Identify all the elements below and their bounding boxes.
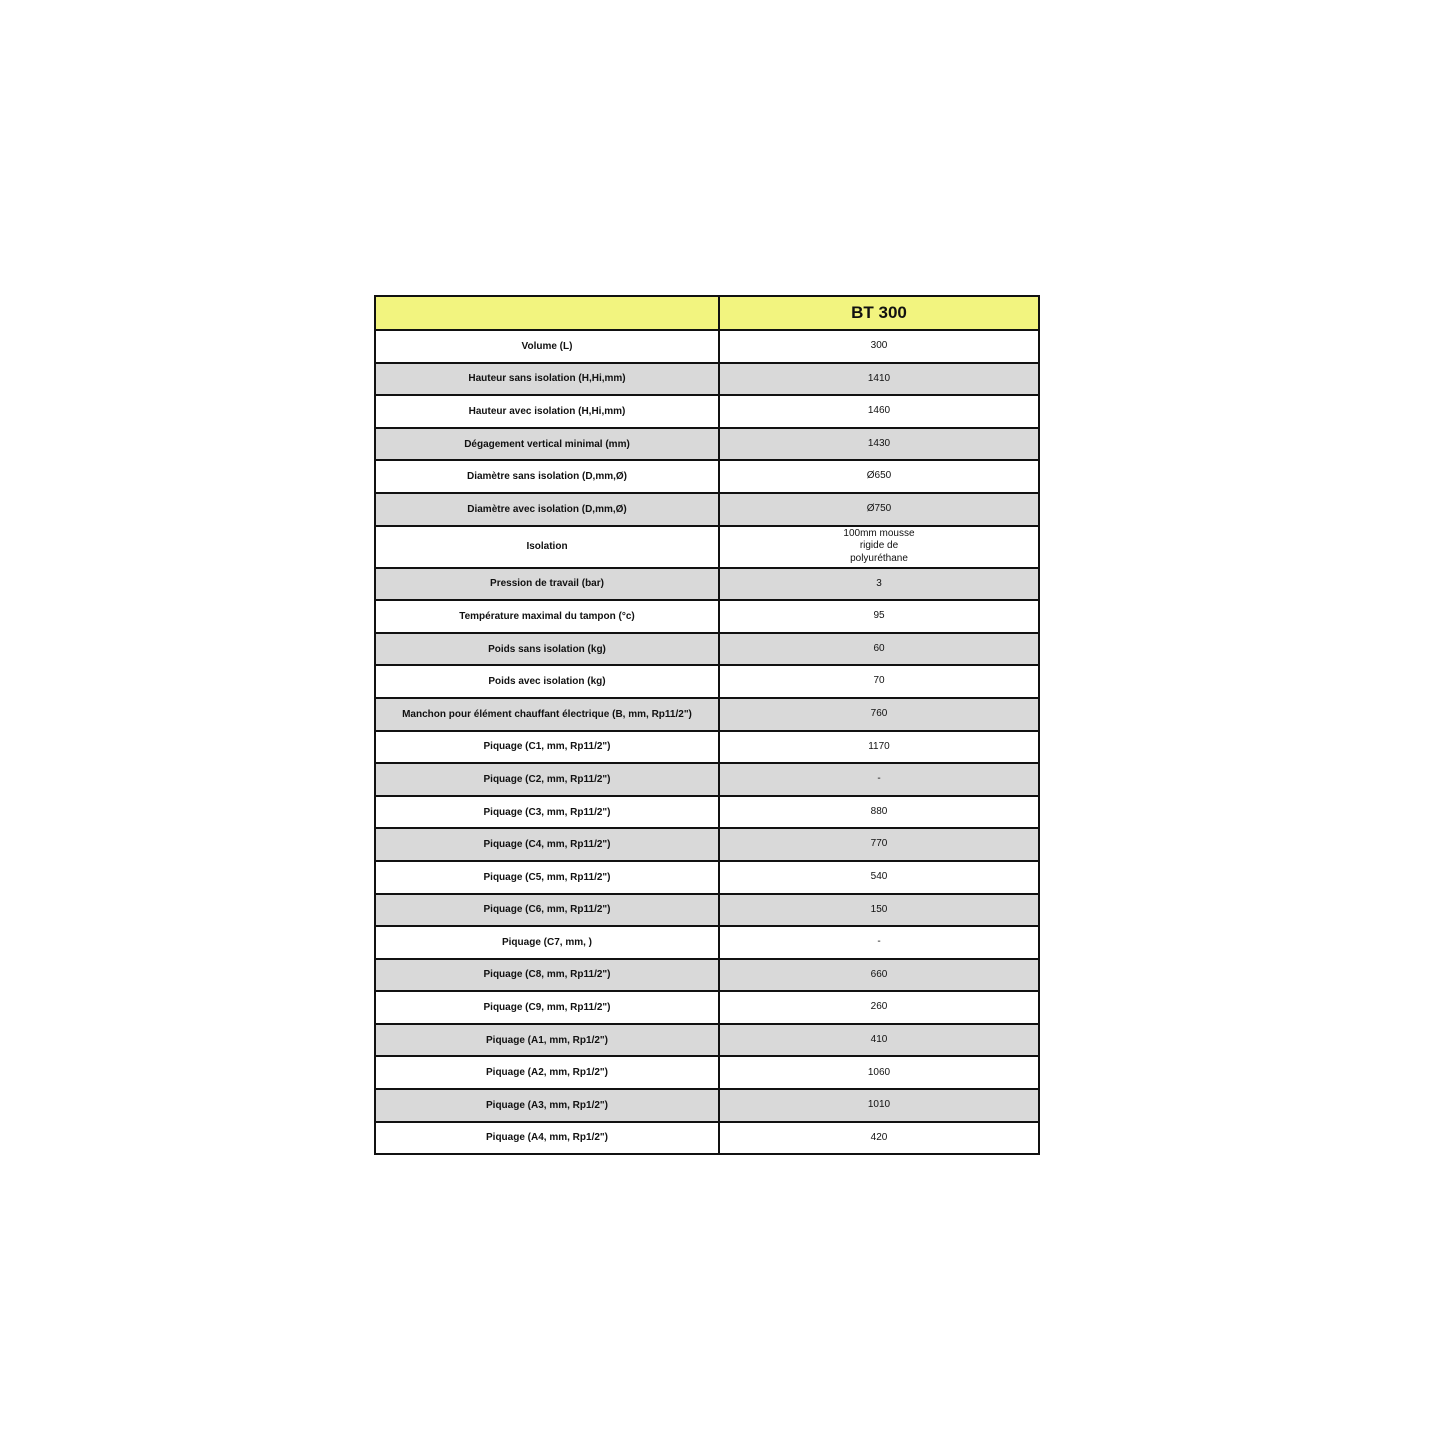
table-row [375,493,1039,526]
row-label: Piquage (C4, mm, Rp11/2") [375,828,719,861]
row-label: Diamètre sans isolation (D,mm,Ø) [375,460,719,493]
row-value: 60 [719,633,1039,666]
row-label: Hauteur sans isolation (H,Hi,mm) [375,363,719,396]
row-label: Piquage (C8, mm, Rp11/2") [375,959,719,992]
row-label: Piquage (C9, mm, Rp11/2") [375,991,719,1024]
table-row [375,861,1039,894]
row-label: Température maximal du tampon (°c) [375,600,719,633]
row-value: 660 [719,959,1039,992]
spec-table-header [375,296,1039,330]
row-value: - [719,926,1039,959]
row-label: Poids avec isolation (kg) [375,665,719,698]
row-value: Ø750 [719,493,1039,526]
row-value: 420 [719,1122,1039,1155]
table-row [375,428,1039,461]
table-row [375,991,1039,1024]
row-value: 3 [719,568,1039,601]
row-label: Piquage (A3, mm, Rp1/2") [375,1089,719,1122]
row-label: Pression de travail (bar) [375,568,719,601]
row-label: Isolation [375,526,719,568]
row-label: Piquage (A1, mm, Rp1/2") [375,1024,719,1057]
row-value-line: 100mm mousse [843,527,915,539]
row-value: - [719,763,1039,796]
row-label: Piquage (C7, mm, ) [375,926,719,959]
table-row [375,698,1039,731]
row-value-line: rigide de [859,540,899,552]
table-row [375,330,1039,363]
table-row [375,633,1039,666]
row-value: 1060 [719,1056,1039,1089]
row-value: 300 [719,330,1039,363]
table-row [375,1024,1039,1057]
row-value: 95 [719,600,1039,633]
header-row [375,296,1039,330]
row-value: 1010 [719,1089,1039,1122]
row-label: Piquage (C3, mm, Rp11/2") [375,796,719,829]
table-row [375,959,1039,992]
row-value: 150 [719,894,1039,927]
row-value: 1410 [719,363,1039,396]
row-label: Volume (L) [375,330,719,363]
table-row [375,1056,1039,1089]
row-label: Hauteur avec isolation (H,Hi,mm) [375,395,719,428]
table-row [375,796,1039,829]
row-value: 1430 [719,428,1039,461]
row-value: Ø650 [719,460,1039,493]
header-label-cell [375,296,719,330]
row-label: Dégagement vertical minimal (mm) [375,428,719,461]
spec-table-body [375,330,1039,1154]
row-label: Piquage (C6, mm, Rp11/2") [375,894,719,927]
table-row [375,1122,1039,1155]
table-row [375,1089,1039,1122]
row-label: Poids sans isolation (kg) [375,633,719,666]
row-label: Piquage (C1, mm, Rp11/2") [375,731,719,764]
row-label: Piquage (C5, mm, Rp11/2") [375,861,719,894]
table-row [375,763,1039,796]
spec-table [374,295,1040,1155]
table-row [375,460,1039,493]
table-row [375,731,1039,764]
table-row [375,665,1039,698]
row-value: 260 [719,991,1039,1024]
row-label: Piquage (A4, mm, Rp1/2") [375,1122,719,1155]
table-row [375,568,1039,601]
row-value: 70 [719,665,1039,698]
table-row [375,600,1039,633]
row-label: Piquage (C2, mm, Rp11/2") [375,763,719,796]
row-value: 540 [719,861,1039,894]
row-value: 770 [719,828,1039,861]
table-row [375,363,1039,396]
row-value: 880 [719,796,1039,829]
row-value: 760 [719,698,1039,731]
table-row [375,828,1039,861]
table-row [375,526,1039,568]
model-name: BT 300 [719,296,1039,330]
row-value: 410 [719,1024,1039,1057]
row-value [719,526,1039,568]
row-value: 1460 [719,395,1039,428]
row-value-line: polyuréthane [850,552,908,564]
row-label: Piquage (A2, mm, Rp1/2") [375,1056,719,1089]
table-row [375,894,1039,927]
table-row [375,926,1039,959]
row-value: 1170 [719,731,1039,764]
row-label: Diamètre avec isolation (D,mm,Ø) [375,493,719,526]
row-label: Manchon pour élément chauffant électrique (B, mm, Rp11/2") [375,698,719,731]
table-row [375,395,1039,428]
